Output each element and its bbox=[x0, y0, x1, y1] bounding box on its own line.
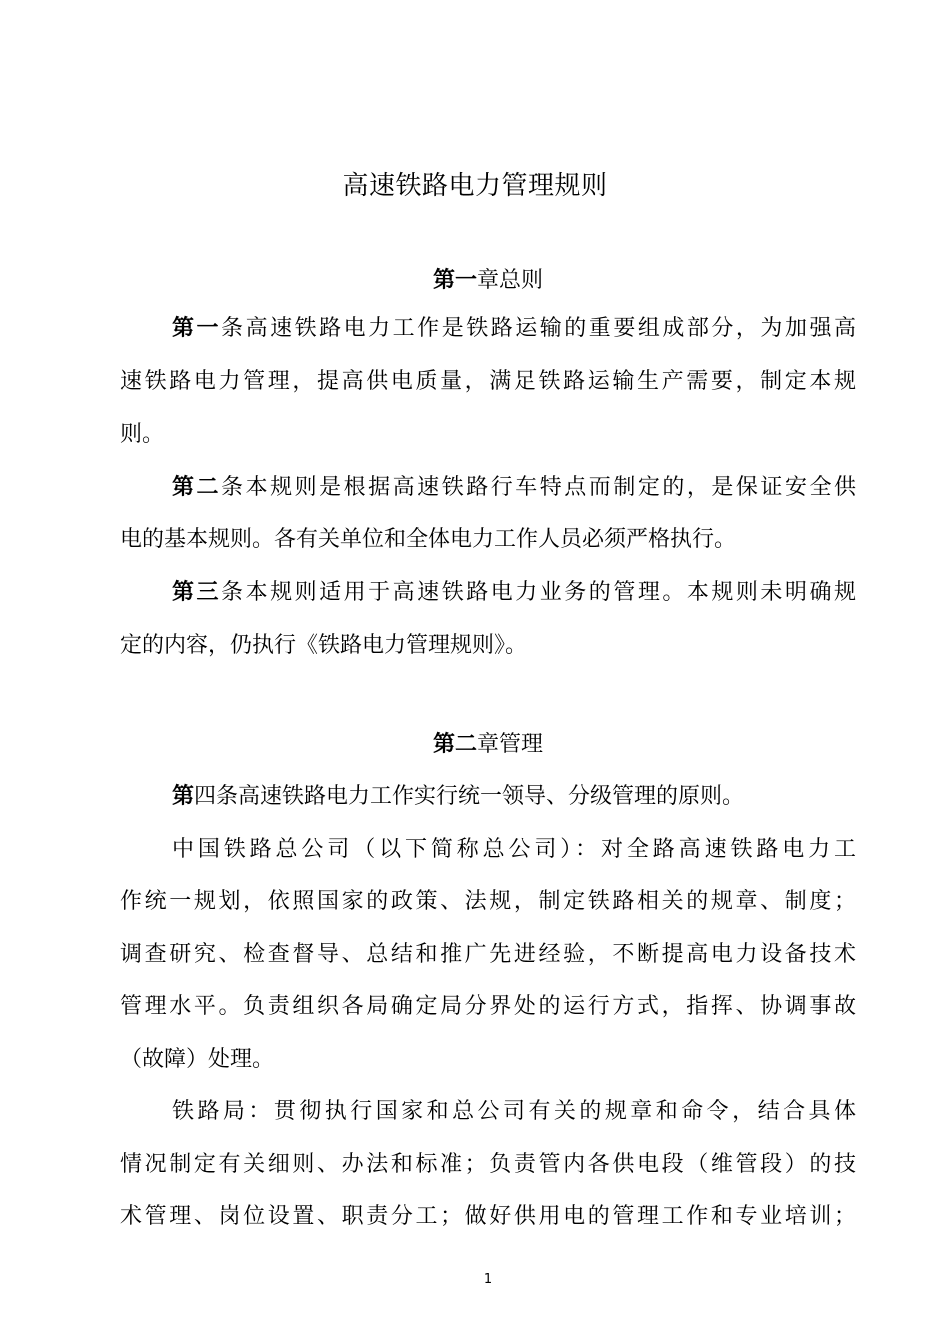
article-line bbox=[120, 313, 856, 345]
article-line bbox=[120, 472, 856, 504]
chapter-number: 第一 bbox=[432, 268, 477, 293]
paragraph-line: 调查研究、检查督导、总结和推广先进经验，不断提高电力设备技术 bbox=[120, 942, 856, 967]
chapter-heading bbox=[0, 265, 950, 297]
article-line bbox=[120, 781, 856, 813]
article-line: 电的基本规则。各有关单位和全体电力工作人员必须严格执行。 bbox=[120, 527, 737, 552]
paragraph-line: 管理水平。负责组织各局确定局分界处的运行方式，指挥、协调事故 bbox=[120, 994, 856, 1019]
paragraph-line: 术管理、岗位设置、职责分工；做好供用电的管理工作和专业培训； bbox=[120, 1204, 856, 1229]
paragraph-line: （故障）处理。 bbox=[120, 1047, 275, 1072]
article-lead: 第一 bbox=[172, 316, 222, 341]
paragraph-line: 情况制定有关细则、办法和标准；负责管内各供电段（维管段）的技 bbox=[120, 1152, 856, 1177]
document-title: 高速铁路电力管理规则 bbox=[342, 171, 608, 201]
article-line bbox=[120, 577, 856, 609]
article-text: 四条高速铁路电力工作实行统一领导、分级管理的原则。 bbox=[194, 784, 745, 809]
page-number: 1 bbox=[483, 1272, 493, 1287]
article-line: 定的内容，仍执行《铁路电力管理规则》。 bbox=[120, 633, 528, 658]
chapter-title: 章总则 bbox=[477, 268, 544, 293]
paragraph-line: 中国铁路总公司（以下简称总公司）：对全路高速铁路电力工 bbox=[172, 837, 856, 862]
paragraph-line: 作统一规划，依照国家的政策、法规，制定铁路相关的规章、制度； bbox=[120, 889, 856, 914]
chapter-number: 第二 bbox=[432, 732, 477, 757]
article-lead: 第二 bbox=[172, 475, 222, 500]
article-lead: 第三 bbox=[172, 580, 222, 605]
chapter-heading bbox=[0, 729, 950, 761]
article-text: 条本规则适用于高速铁路电力业务的管理。本规则未明确规 bbox=[221, 580, 856, 605]
paragraph-line: 铁路局：贯彻执行国家和总公司有关的规章和命令，结合具体 bbox=[172, 1099, 856, 1124]
chapter-title: 章管理 bbox=[477, 732, 544, 757]
article-text: 条本规则是根据高速铁路行车特点而制定的，是保证安全供 bbox=[221, 475, 856, 500]
article-line: 则。 bbox=[120, 422, 165, 447]
article-text: 条高速铁路电力工作是铁路运输的重要组成部分，为加强高 bbox=[221, 316, 856, 341]
article-lead: 第 bbox=[172, 784, 195, 809]
article-line: 速铁路电力管理，提高供电质量，满足铁路运输生产需要，制定本规 bbox=[120, 369, 856, 394]
